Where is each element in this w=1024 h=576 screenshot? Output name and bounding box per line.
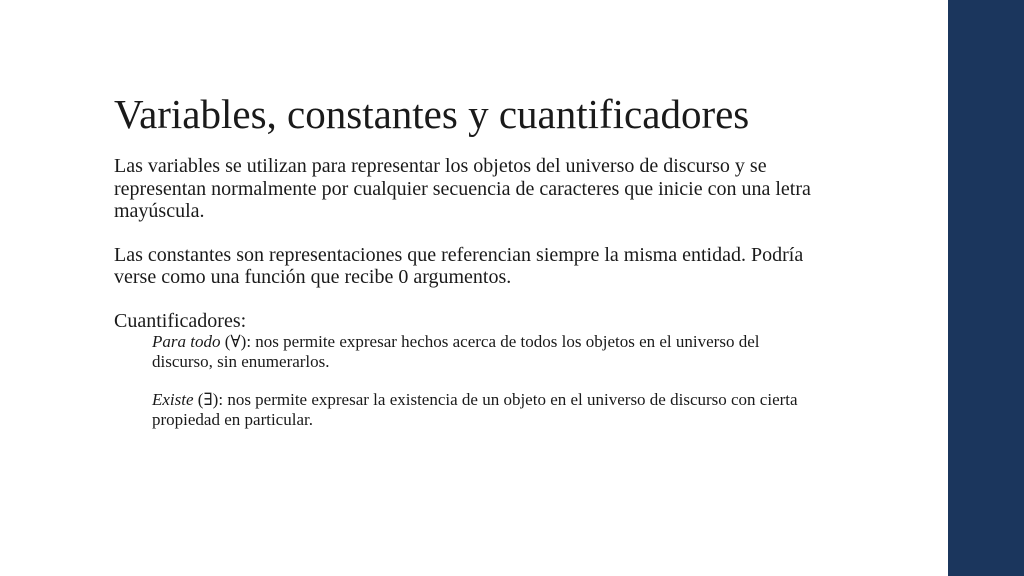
quantifier-description: : nos permite expresar la existencia de un objeto en el universo de discurso con cierta propiedad en particular. (152, 390, 798, 429)
quantifier-description: : nos permite expresar hechos acerca de todos los objetos en el universo del discurso, sin enumerarlos. (152, 332, 760, 371)
constantes-paragraph: Las constantes son representaciones que referencian siempre la misma entidad. Podría verse como una función que recibe 0 argumentos. (114, 243, 804, 288)
quantifier-term: Para todo (152, 332, 221, 351)
exists-symbol: (∃) (193, 390, 219, 409)
slide-body (114, 155, 834, 429)
quantifier-para-todo (152, 332, 812, 371)
quantifier-existe (152, 390, 812, 429)
slide-title: Variables, constantes y cuantificadores (114, 91, 750, 137)
quantifier-term: Existe (152, 390, 194, 409)
variables-paragraph: Las variables se utilizan para representar los objetos del universo de discurso y se representan normalmente por cualquier secuencia de caracteres que inicie con una letra mayúscula. (114, 155, 811, 222)
forall-symbol: (∀) (220, 332, 247, 351)
cuantificadores-heading: Cuantificadores: (114, 309, 247, 332)
accent-side-bar (948, 0, 1024, 576)
